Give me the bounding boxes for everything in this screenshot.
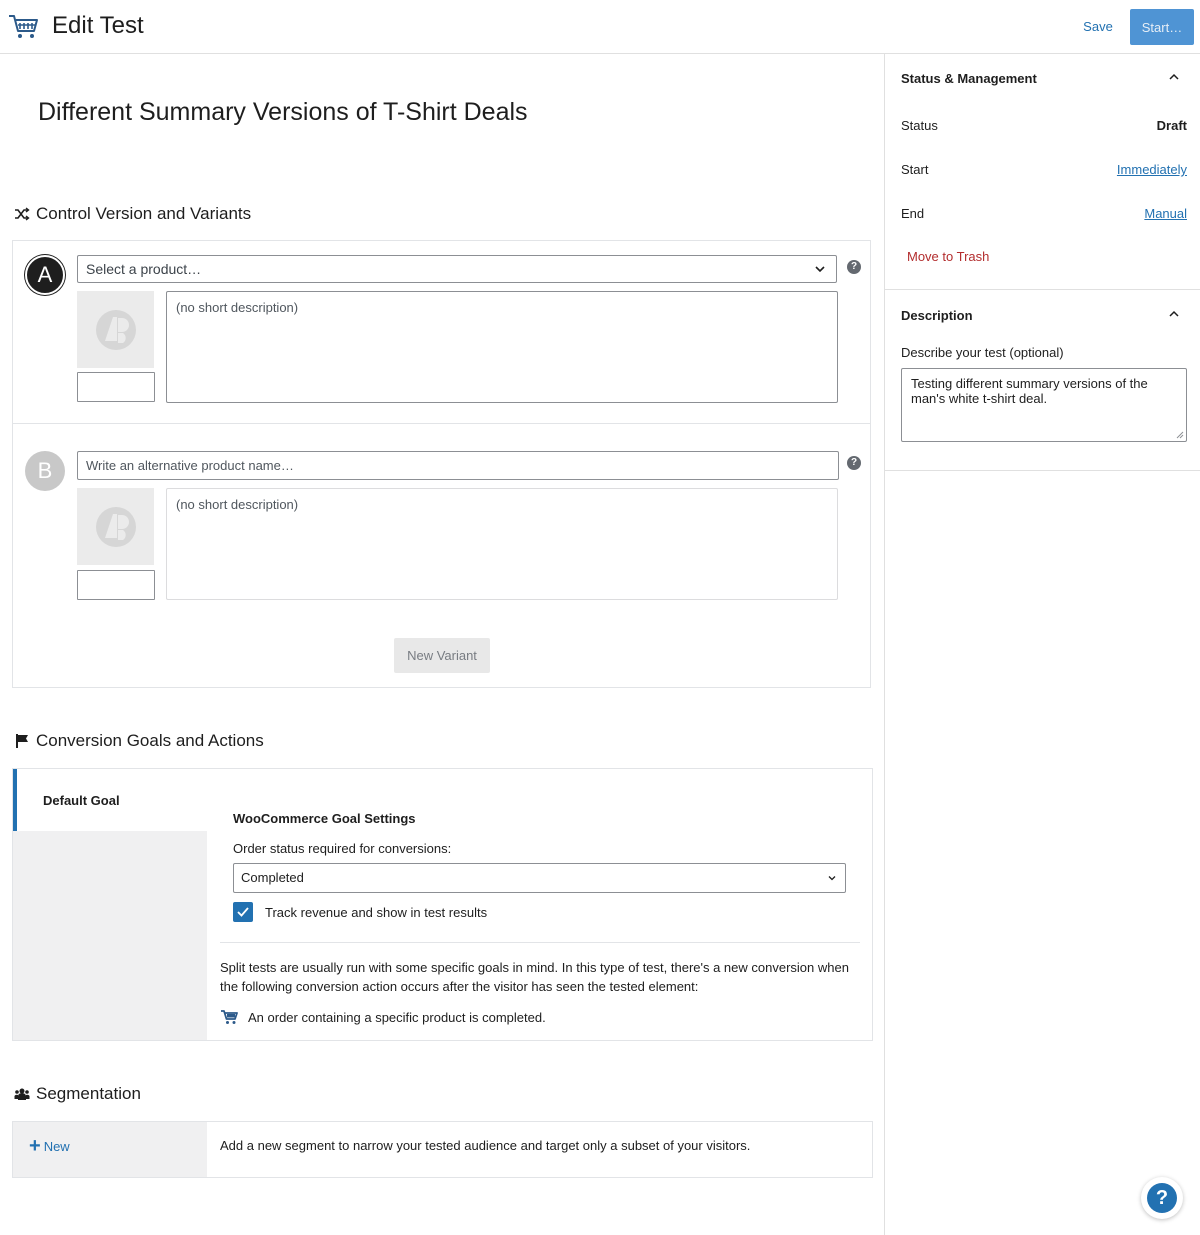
product-image-placeholder[interactable] — [77, 291, 154, 368]
product-select-placeholder: Select a product… — [86, 261, 202, 277]
start-button[interactable]: Start… — [1130, 9, 1194, 45]
order-status-label: Order status required for conversions: — [233, 841, 452, 856]
goals-heading-label: Conversion Goals and Actions — [36, 731, 264, 750]
default-goal-label: Default Goal — [43, 793, 120, 808]
variants-heading-label: Control Version and Variants — [36, 204, 252, 223]
description-textarea[interactable] — [901, 368, 1187, 442]
resize-handle-icon[interactable] — [1176, 431, 1184, 439]
price-input[interactable] — [77, 570, 155, 600]
variant-a-badge: A — [25, 255, 65, 295]
product-select[interactable] — [77, 255, 837, 283]
new-variant-button[interactable]: New Variant — [394, 638, 490, 673]
variants-panel — [12, 240, 871, 688]
question-mark-icon: ? — [1147, 1183, 1177, 1213]
track-revenue-checkbox[interactable] — [233, 902, 253, 922]
end-label: End — [901, 206, 925, 221]
end-value-link[interactable]: Manual — [1144, 206, 1187, 221]
order-status-select[interactable] — [233, 863, 846, 893]
shopping-cart-icon — [8, 12, 40, 40]
start-label: Start — [901, 162, 929, 177]
short-description-field[interactable]: (no short description) — [166, 291, 838, 403]
move-to-trash-link[interactable]: Move to Trash — [907, 249, 990, 264]
help-button[interactable] — [1141, 1177, 1183, 1219]
chevron-up-icon[interactable] — [1167, 307, 1181, 321]
settings-sidebar — [884, 54, 1200, 1235]
help-icon[interactable]: ? — [847, 456, 861, 470]
plus-icon: + — [29, 1135, 41, 1157]
flag-icon — [14, 733, 30, 749]
goals-panel — [12, 768, 873, 1041]
cart-icon — [220, 1009, 238, 1025]
checkmark-icon — [236, 905, 250, 919]
short-description-field[interactable]: (no short description) — [166, 488, 838, 600]
chevron-up-icon[interactable] — [1167, 70, 1181, 84]
conversion-action-text: An order containing a specific product is completed. — [248, 1009, 546, 1025]
variant-a — [13, 241, 870, 424]
status-panel-title[interactable]: Status & Management — [901, 71, 1037, 86]
goals-heading — [14, 731, 264, 751]
tab-default-goal[interactable] — [13, 769, 207, 831]
start-value-link[interactable]: Immediately — [1116, 162, 1187, 177]
help-icon[interactable]: ? — [847, 260, 861, 274]
chevron-down-icon — [827, 873, 837, 883]
description-text: Testing different summary versions of the man's white t-shirt deal. — [911, 376, 1148, 406]
conversion-action — [220, 1009, 546, 1025]
variant-b-badge: B — [25, 451, 65, 491]
alternative-name-input[interactable]: Write an alternative product name… — [77, 451, 839, 480]
test-title[interactable]: Different Summary Versions of T-Shirt Deals — [38, 98, 528, 126]
track-revenue-label[interactable]: Track revenue and show in test results — [265, 905, 488, 920]
segmentation-description: Add a new segment to narrow your tested audience and target only a subset of your visitors. — [220, 1138, 751, 1153]
save-button[interactable]: Save — [1072, 10, 1124, 44]
goal-settings-title: WooCommerce Goal Settings — [233, 811, 416, 826]
segmentation-panel — [12, 1121, 873, 1178]
status-label: Status — [901, 118, 938, 133]
variants-heading — [14, 204, 251, 224]
description-field-label: Describe your test (optional) — [901, 345, 1064, 360]
product-image-placeholder[interactable] — [77, 488, 154, 565]
price-input[interactable] — [77, 372, 155, 402]
status-value: Draft — [1156, 118, 1187, 133]
divider — [220, 942, 860, 943]
main-content — [0, 54, 884, 1235]
order-status-value: Completed — [241, 870, 304, 885]
product-placeholder-logo-icon — [95, 506, 137, 548]
shuffle-icon — [14, 206, 30, 222]
page-title: Edit Test — [52, 12, 144, 39]
status-panel — [885, 54, 1200, 290]
description-panel — [885, 291, 1200, 471]
top-bar — [0, 0, 1200, 54]
variant-b — [13, 425, 870, 615]
segmentation-heading — [14, 1084, 141, 1104]
goal-explanation: Split tests are usually run with some specific goals in mind. In this type of test, there's a new conversion when the following conversion action occurs after the visitor has seen the tested element: — [220, 960, 849, 994]
product-placeholder-logo-icon — [95, 309, 137, 351]
new-segment-button[interactable] — [29, 1136, 70, 1156]
new-segment-label: New — [43, 1138, 70, 1154]
description-panel-title[interactable]: Description — [901, 308, 973, 323]
chevron-down-icon — [814, 263, 826, 275]
segmentation-heading-label: Segmentation — [36, 1084, 141, 1103]
users-icon — [14, 1086, 30, 1102]
